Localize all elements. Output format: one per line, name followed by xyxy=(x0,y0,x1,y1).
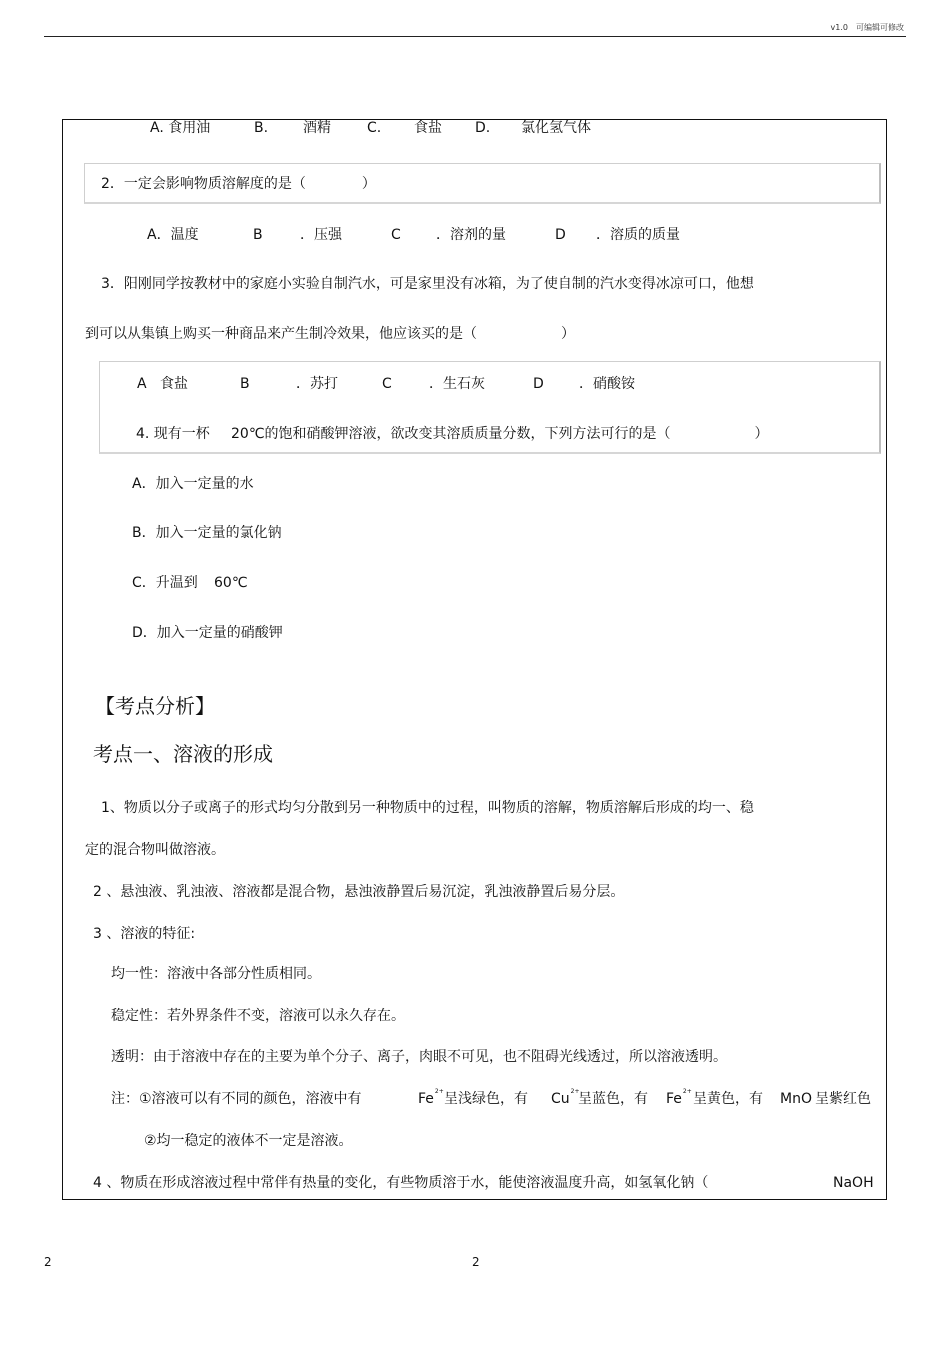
q1-option-b-letter: B. xyxy=(254,120,269,136)
q1-option-b-text: 酒精 xyxy=(303,120,331,136)
naoh-formula: NaOH xyxy=(833,1175,874,1191)
q2-option-a: A．温度 xyxy=(147,227,199,243)
q2-stem: 2．一定会影响物质溶解度的是（ ） xyxy=(101,176,376,192)
q3-stem-line1: 3．阳刚同学按教材中的家庭小实验自制汽水，可是家里没有冰箱，为了使自制的汽水变得冰凉可口，他想 xyxy=(101,276,754,292)
point-2: 2 、悬浊液、乳浊液、溶液都是混合物，悬浊液静置后易沉淀，乳浊液静置后易分层。 xyxy=(93,884,625,900)
feature-stable: 稳定性：若外界条件不变，溶液可以永久存在。 xyxy=(111,1008,405,1024)
q4-option-c-prefix: C．升温到 xyxy=(132,575,198,591)
feature-uniform: 均一性：溶液中各部分性质相同。 xyxy=(111,966,321,982)
q2-option-b-text: ．压强 xyxy=(300,227,342,243)
ion-fe-1: $Fe^{2+}$ xyxy=(418,1088,444,1107)
ion-fe-1-color: 呈浅绿色，有 xyxy=(444,1091,528,1107)
ion-cu-color: 呈蓝色，有 xyxy=(578,1091,648,1107)
point-4: 4 、物质在形成溶液过程中常伴有热量的变化，有些物质溶于水，能使溶液温度升高，如氢氧化钠（ xyxy=(93,1175,709,1191)
ion-cu: $Cu^{2+}$ xyxy=(551,1088,580,1107)
note-prefix: 注：①溶液可以有不同的颜色，溶液中有 xyxy=(111,1091,362,1107)
version-label: v1.0 xyxy=(830,23,848,32)
page-number-center: 2 xyxy=(472,1255,480,1269)
q3-option-c-letter: C xyxy=(382,376,392,392)
q4-option-c-value: 60℃ xyxy=(214,575,248,591)
q1-option-d-text: 氯化氢气体 xyxy=(521,120,591,136)
q4-stem-rest: 20℃的饱和硝酸钾溶液，欲改变其溶质质量分数，下列方法可行的是（ ） xyxy=(231,426,769,442)
q4-option-a: A．加入一定量的水 xyxy=(132,476,254,492)
feature-transparent: 透明：由于溶液中存在的主要为单个分子、离子，肉眼不可见，也不阻碍光线透过，所以溶液透明。 xyxy=(111,1049,727,1065)
analysis-heading: 【考点分析】 xyxy=(95,694,215,718)
page-number-left: 2 xyxy=(44,1255,52,1269)
q4-option-b: B．加入一定量的氯化钠 xyxy=(132,525,282,541)
q2-option-d-letter: D xyxy=(555,227,566,243)
point-1-line2: 定的混合物叫做溶液。 xyxy=(85,842,225,858)
topic-heading: 考点一、溶液的形成 xyxy=(93,742,273,766)
q2-option-c-text: ．溶剂的量 xyxy=(436,227,506,243)
q1-option-c-letter: C. xyxy=(367,120,382,136)
q3-option-a-letter: A xyxy=(137,376,147,392)
q3-stem-line2: 到可以从集镇上购买一种商品来产生制冷效果，他应该买的是（ ） xyxy=(85,326,575,342)
q1-option-a: A. 食用油 xyxy=(150,120,211,136)
page-header xyxy=(831,22,904,33)
q4-stem-prefix: 4. 现有一杯 xyxy=(136,426,210,442)
q3-option-a-text: 食盐 xyxy=(160,376,188,392)
point-3: 3 、溶液的特征: xyxy=(93,926,196,942)
ion-fe-2: $Fe^{2+}$ xyxy=(666,1088,692,1107)
q3-option-b-text: ．苏打 xyxy=(296,376,338,392)
q4-option-d: D．加入一定量的硝酸钾 xyxy=(132,625,283,641)
q1-option-c-text: 食盐 xyxy=(414,120,442,136)
editable-note: 可编辑可修改 xyxy=(856,23,904,32)
ion-mno4-color: 呈紫红色 xyxy=(815,1091,871,1107)
q3-option-d-text: ．硝酸铵 xyxy=(579,376,635,392)
point-1-line1: 1、物质以分子或离子的形式均匀分散到另一种物质中的过程，叫物质的溶解，物质溶解后形成的均一、稳 xyxy=(101,800,754,816)
q2-option-b-letter: B xyxy=(253,227,263,243)
q3-option-c-text: ．生石灰 xyxy=(429,376,485,392)
q3-option-b-letter: B xyxy=(240,376,250,392)
q3-option-d-letter: D xyxy=(533,376,544,392)
note-2: ②均一稳定的液体不一定是溶液。 xyxy=(144,1133,353,1149)
q2-option-c-letter: C xyxy=(391,227,401,243)
ion-fe-2-color: 呈黄色，有 xyxy=(693,1091,763,1107)
q1-option-d-letter: D. xyxy=(475,120,491,136)
q2-option-d-text: ．溶质的质量 xyxy=(596,227,680,243)
header-rule xyxy=(44,36,906,37)
ion-mno4: MnO xyxy=(780,1091,812,1107)
